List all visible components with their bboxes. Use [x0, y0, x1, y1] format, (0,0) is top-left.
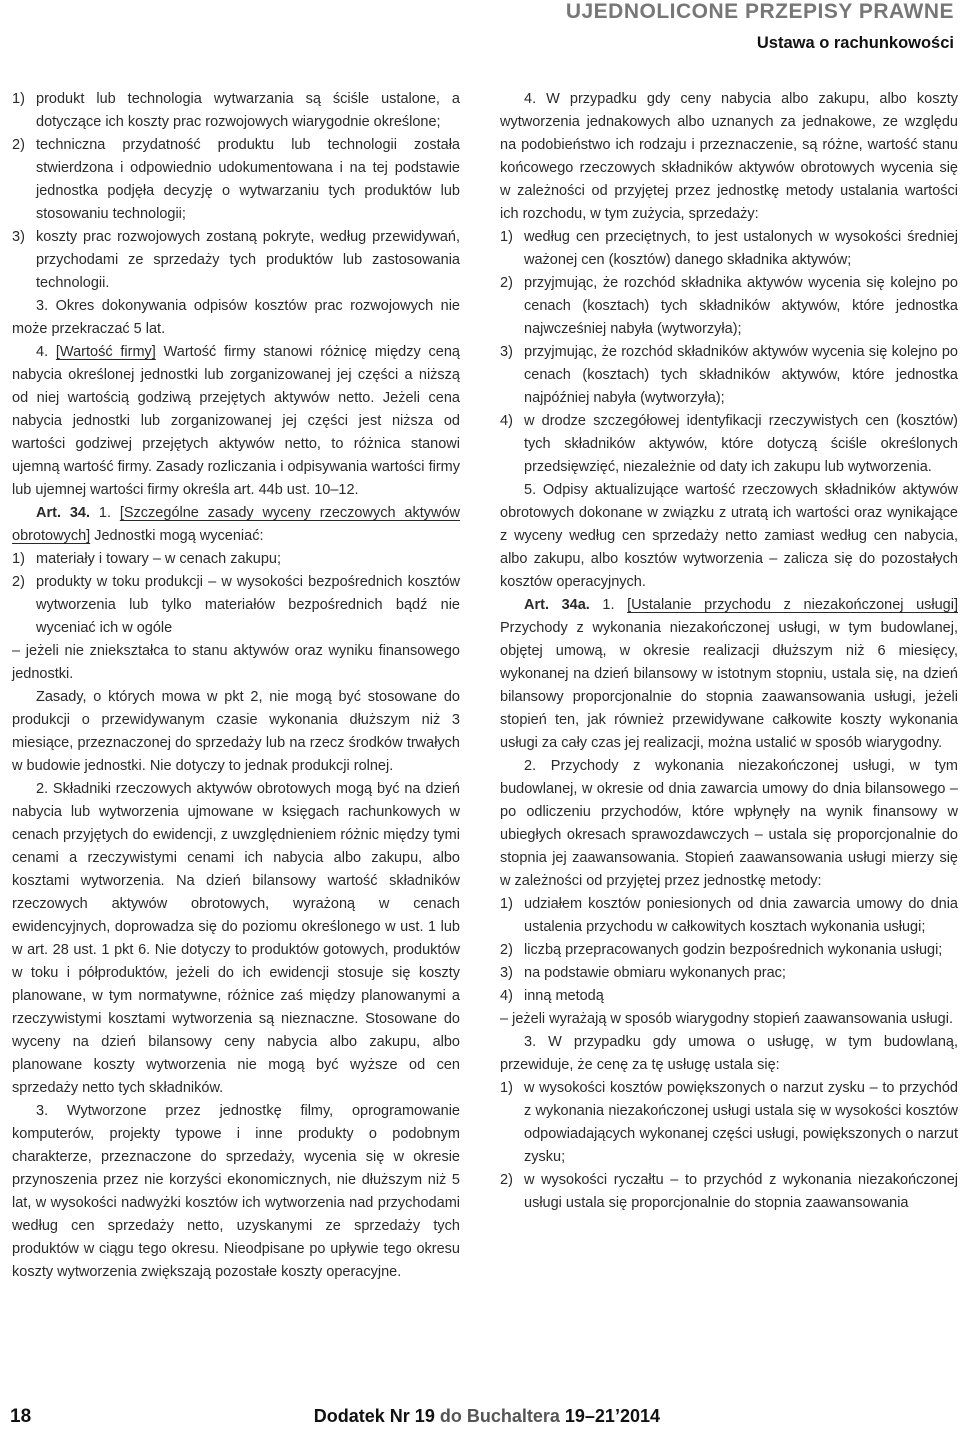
page-footer — [0, 1408, 960, 1430]
paragraph: 5. Odpisy aktualizujące wartość rzeczowych składników aktywów obrotowych dokonane w związku z utratą ich wartości oraz wynikające z wyceny według cen sprzedaży netto zamiast według cen nabycia, albo zakupu, albo kosztów wytworzenia – zalicza się do pozostałych kosztów operacyjnych. — [500, 482, 958, 590]
list-item: 2) techniczna przydatność produktu lub technologii została stwierdzona i odpowiednio udokumentowana i na tej podstawie jednostka podjęła decyzję o wytwarzaniu tych produktów lub stosowaniu technologii; — [12, 137, 460, 222]
article-label: Art. 34. — [36, 505, 91, 521]
header-act-title: Ustawa o rachunkowości — [756, 34, 954, 52]
list-item: 3) na podstawie obmiaru wykonanych prac; — [500, 965, 786, 981]
paragraph: – jeżeli wyrażają w sposób wiarygodny stopień zaawansowania usługi. — [500, 1011, 953, 1027]
section-heading: [Szczególne zasady wyceny rzeczowych aktywów obrotowych] — [12, 505, 460, 544]
list-item: 1) materiały i towary – w cenach zakupu; — [12, 551, 281, 567]
list-item: 3) przyjmując, że rozchód składników aktywów wycenia się kolejno po cenach (kosztach) tych składników aktywów, które jednostka najpóźniej nabyła (wytworzyła); — [500, 344, 958, 406]
paragraph: 3. W przypadku gdy umowa o usługę, w tym budowlaną, przewiduje, że cenę za tę usługę ustala się: — [500, 1034, 958, 1073]
list-item: 3) koszty prac rozwojowych zostaną pokryte, według przewidywań, przychodami ze sprzedaży tych produktów lub zastosowania technologii. — [12, 229, 460, 291]
section-heading: [Wartość firmy] — [55, 344, 156, 360]
paragraph: – jeżeli nie zniekształca to stanu aktywów oraz wyniku finansowego jednostki. — [12, 643, 460, 682]
list-item: 1) według cen przeciętnych, to jest ustalonych w wysokości średniej ważonej cen (kosztów) danego składnika aktywów; — [500, 229, 958, 268]
article-paragraph: Art. 34. 1. [Szczególne zasady wyceny rzeczowych aktywów obrotowych] Jednostki mogą wyceniać: — [12, 505, 460, 544]
paragraph: 3. Okres dokonywania odpisów kosztów prac rozwojowych nie może przekraczać 5 lat. — [12, 298, 460, 337]
paragraph: 4. [Wartość firmy] Wartość firmy stanowi różnicę między ceną nabycia określonej jednostki lub zorganizowanej jej części a niższą od niej wartością godziwą przejętych aktywów netto. Jeżeli cena nabycia jednostki lub zorganizowanej jej części jest niższa od wartości godziwej przejętych aktywów netto, to różnica stanowi ujemną wartość firmy. Zasady rozliczania i odpisywania wartości firmy lub ujemnej wartości firmy określa art. 44b ust. 10–12. — [12, 344, 460, 498]
publication-title: Dodatek Nr 19 do Buchaltera 19–21’2014 — [313, 1406, 660, 1426]
list-item: 4) inną metodą — [500, 988, 604, 1004]
list-item: 2) produkty w toku produkcji – w wysokości bezpośrednich kosztów wytworzenia lub tylko materiałów bezpośrednich bądź nie wyceniać ich w ogóle — [12, 574, 460, 636]
section-heading: [Ustalanie przychodu z niezakończonej usługi] — [627, 597, 958, 613]
article-paragraph: Art. 34a. 1. [Ustalanie przychodu z niezakończonej usługi] Przychody z wykonania niezakończonej usługi, w tym budowlanej, objętej umową, w okresie realizacji dłuższym niż 6 miesięcy, wykonanej na dzień bilansowy w istotnym stopniu, ustala się, na dzień bilansowy proporcjonalnie do stopnia zaawansowania usługi, jeżeli stopień ten, jak również przewidywane całkowite koszty wykonania usługi za cały czas jej realizacji, można ustalić w sposób wiarygodny. — [500, 597, 958, 751]
list-item: 1) w wysokości kosztów powiększonych o narzut zysku – to przychód z wykonania niezakończonej usługi ustala się w wysokości kosztów odpowiadających wykonanej części usługi, powiększonych o narzut zysku; — [500, 1080, 958, 1165]
paragraph: 3. Wytworzone przez jednostkę filmy, oprogramowanie komputerów, projekty typowe i inne produkty o podobnym charakterze, przeznaczone do sprzedaży, wycenia się w okresie przynoszenia przez nie korzyści ekonomicznych, nie dłuższym niż 5 lat, w wysokości nadwyżki kosztów ich wytworzenia nad przychodami według cen sprzedaży netto, uzyskanymi ze sprzedaży tych produktów w ciągu tego okresu. Nieodpisane po upływie tego okresu koszty wytworzenia zwiększają pozostałe koszty operacyjne. — [12, 1103, 460, 1280]
list-item: 2) w wysokości ryczałtu – to przychód z wykonania niezakończonej usługi ustala się proporcjonalnie do stopnia zaawansowania — [500, 1172, 958, 1211]
list-item: 4) w drodze szczegółowej identyfikacji rzeczywistych cen (kosztów) tych składników aktywów, które dotyczą ściśle określonych przedsięwzięć, niezależnie od daty ich zakupu lub wytworzenia. — [500, 413, 958, 475]
running-header — [566, 0, 954, 54]
paragraph: 4. W przypadku gdy ceny nabycia albo zakupu, albo koszty wytworzenia jednakowych albo uznanych za jednakowe, ze względu na podobieństwo ich rodzaju i przeznaczenie, są różne, wartość stanu końcowego rzeczowych składników aktywów obrotowych wycenia się w zależności od przyjętej przez jednostkę metody ustalania wartości ich rozchodu, w tym zużycia, sprzedaży: — [500, 91, 958, 222]
list-item: 1) udziałem kosztów poniesionych od dnia zawarcia umowy do dnia ustalenia przychodu w całkowitych kosztach wykonania usługi; — [500, 896, 958, 935]
header-section-title: UJEDNOLICONE PRZEPISY PRAWNE — [565, 0, 954, 23]
list-item: 2) przyjmując, że rozchód składnika aktywów wycenia się kolejno po cenach (kosztach) tych składników aktywów, które jednostka najwcześniej nabyła (wytworzyła); — [500, 275, 958, 337]
list-item: 2) liczbą przepracowanych godzin bezpośrednich wykonania usługi; — [500, 942, 943, 958]
paragraph: 2. Przychody z wykonania niezakończonej usługi, w tym budowlanej, w okresie od dnia zawarcia umowy do dnia bilansowego – po odliczeniu przychodów, które wpłynęły na wynik finansowy w ubiegłych okresach sprawozdawczych – ustala się proporcjonalnie do stopnia jej zaawansowania. Stopień zaawansowania usługi mierzy się w zależności od przyjętej przez jednostkę metody: — [500, 758, 958, 889]
left-column — [12, 88, 460, 1284]
page-number: 18 — [10, 1406, 32, 1427]
paragraph: Zasady, o których mowa w pkt 2, nie mogą być stosowane do produkcji o przewidywanym czasie wykonania dłuższym niż 3 miesiące, przeznaczonej do sprzedaży lub na rzecz środków trwałych w budowie jednostki. Nie dotyczy to jednak produkcji rolnej. — [12, 689, 460, 774]
article-label: Art. 34a. — [524, 597, 590, 613]
list-item: 1) produkt lub technologia wytwarzania są ściśle ustalone, a dotyczące ich koszty prac rozwojowych wiarygodnie określone; — [12, 91, 460, 130]
paragraph: 2. Składniki rzeczowych aktywów obrotowych mogą być na dzień nabycia lub wytworzenia ujmowane w księgach rachunkowych w cenach przyjętych do ewidencji, z uwzględnieniem różnic między tymi cenami a rzeczywistymi cenami ich nabycia albo zakupu, albo kosztami wytworzenia. Na dzień bilansowy wartość składników rzeczowych aktywów obrotowych, wyrażoną w cenach ewidencyjnych, doprowadza się do poziomu określonego w ust. 1 lub w art. 28 ust. 1 pkt 6. Nie dotyczy to produktów gotowych, produktów w toku i półproduktów, jeżeli do ich ewidencji stosuje się koszty planowane, w tym normatywne, różnice zaś między planowanymi a rzeczywistymi kosztami wytworzenia są nieznaczne. Stosowane do wyceny na dzień bilansowy ceny nabycia albo zakupu, albo planowane koszty wytworzenia nie mogą być wyższe od cen sprzedaży netto tych składników. — [12, 781, 460, 1096]
right-column — [500, 88, 958, 1215]
